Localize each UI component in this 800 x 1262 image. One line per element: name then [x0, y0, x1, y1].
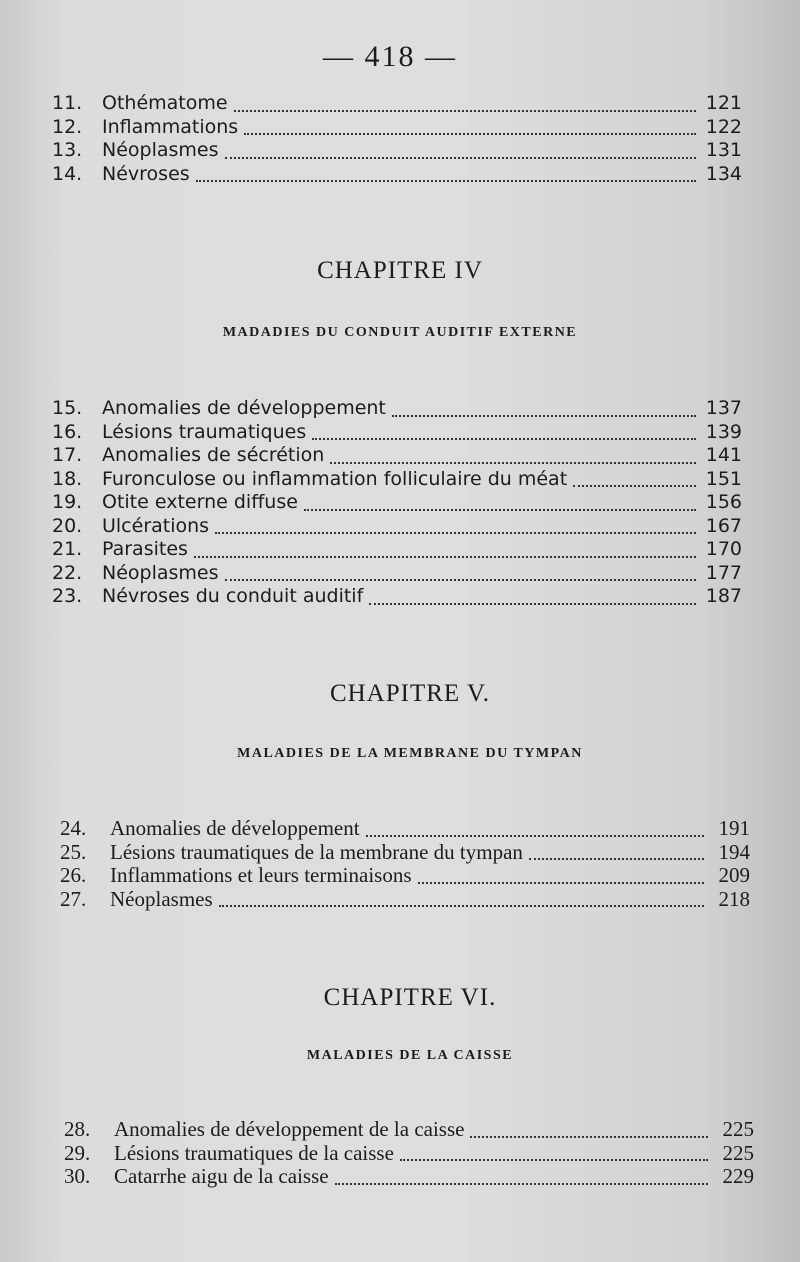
entry-title: Lésions traumatiques de la membrane du tympan	[110, 839, 523, 864]
toc-entry	[52, 491, 742, 515]
entry-number: 12.	[52, 115, 83, 138]
entry-number: 24.	[60, 816, 87, 840]
entry-number: 27.	[60, 886, 87, 911]
chapter-subtitle: MALADIES DE LA CAISSE	[306, 1048, 514, 1063]
chapter-header	[0, 257, 800, 285]
entry-page: 218	[718, 886, 750, 911]
chapter-title: CHAPITRE V.	[329, 680, 491, 707]
entry-page: 187	[705, 585, 742, 607]
entry-title: Lésions traumatiques de la caisse	[114, 1140, 394, 1165]
entry-title: Névroses	[102, 162, 190, 185]
dot-leader	[312, 430, 696, 440]
entry-page: 122	[705, 115, 742, 138]
toc-entry	[60, 888, 750, 912]
entry-page: 141	[705, 444, 742, 466]
entry-page: 131	[705, 139, 742, 161]
entry-number: 23.	[52, 585, 83, 607]
toc-entry	[52, 562, 742, 586]
dot-leader	[234, 102, 696, 112]
entry-page: 139	[705, 420, 742, 443]
chapter-header	[10, 984, 800, 1012]
entry-number: 18.	[52, 467, 83, 490]
entry-number: 17.	[52, 444, 83, 466]
entry-page: 177	[705, 561, 742, 584]
page-number: — 418 —	[323, 40, 457, 73]
toc-list	[64, 1118, 754, 1189]
entry-number: 20.	[52, 514, 83, 537]
toc-entry	[64, 1142, 754, 1166]
entry-page: 170	[705, 538, 742, 560]
entry-title: Parasites	[102, 538, 188, 560]
chapter-subtitle: MALADIES DE LA MEMBRANE DU TYMPAN	[237, 746, 583, 761]
toc-entry	[52, 163, 742, 187]
entry-number: 14.	[52, 162, 83, 185]
entry-page: 191	[718, 816, 750, 840]
entry-page: 194	[718, 839, 750, 864]
dot-leader	[194, 548, 696, 558]
dot-leader	[573, 477, 696, 487]
entry-number: 13.	[52, 139, 83, 161]
entry-number: 29.	[64, 1140, 91, 1165]
dot-leader	[225, 149, 696, 159]
entry-title: Anomalies de développement de la caisse	[114, 1117, 465, 1141]
entry-page: 225	[722, 1117, 754, 1141]
dot-leader	[304, 501, 696, 511]
toc-entry	[60, 841, 750, 865]
toc-entry	[60, 864, 750, 888]
entry-page: 156	[705, 491, 742, 513]
entry-page: 225	[722, 1140, 754, 1165]
entry-number: 26.	[60, 863, 87, 887]
entry-number: 15.	[52, 397, 83, 419]
entry-number: 16.	[52, 420, 83, 443]
entry-page: 137	[705, 397, 742, 419]
dot-leader	[225, 571, 696, 581]
entry-title: Furonculose ou inflammation folliculaire du méat	[102, 467, 568, 490]
dot-leader	[219, 897, 704, 907]
entry-page: 151	[705, 467, 742, 490]
chapter-subtitle-row	[10, 746, 800, 762]
toc-entry	[60, 817, 750, 841]
dot-leader	[418, 874, 704, 884]
chapter-subtitle: MADADIES DU CONDUIT AUDITIF EXTERNE	[222, 325, 578, 340]
entry-number: 25.	[60, 839, 87, 864]
chapter-subtitle-row	[0, 325, 800, 341]
entry-number: 22.	[52, 561, 83, 584]
entry-title: Otite externe diffuse	[102, 491, 298, 513]
toc-entry	[64, 1165, 754, 1189]
toc-entry	[52, 538, 742, 562]
entry-title: Inflammations	[102, 115, 239, 138]
dot-leader	[330, 454, 696, 464]
entry-title: Anomalies de sécrétion	[102, 444, 325, 466]
entry-page: 209	[718, 863, 750, 887]
dot-leader	[196, 172, 696, 182]
toc-list	[52, 397, 742, 609]
entry-title: Anomalies de développement	[102, 397, 386, 419]
entry-page: 229	[722, 1164, 754, 1188]
entry-title: Néoplasmes	[102, 561, 219, 584]
entry-title: Névroses du conduit auditif	[102, 585, 364, 607]
entry-number: 30.	[64, 1164, 91, 1188]
toc-entry	[52, 444, 742, 468]
toc-entry	[52, 515, 742, 539]
toc-entry	[52, 468, 742, 492]
toc-continued-list	[52, 92, 742, 186]
dot-leader	[470, 1128, 708, 1138]
entry-title: Othématome	[102, 92, 228, 114]
dot-leader	[392, 407, 696, 417]
toc-entry	[52, 139, 742, 163]
entry-number: 21.	[52, 538, 83, 560]
entry-page: 134	[705, 162, 742, 185]
entry-title: Anomalies de développement	[110, 816, 360, 840]
entry-title: Néoplasmes	[110, 886, 213, 911]
chapter-header	[10, 680, 800, 708]
dot-leader	[244, 125, 696, 135]
entry-number: 11.	[52, 92, 83, 114]
toc-entry	[52, 92, 742, 116]
toc-entry	[52, 116, 742, 140]
dot-leader	[366, 827, 704, 837]
toc-entry	[52, 397, 742, 421]
dot-leader	[400, 1151, 708, 1161]
entry-title: Ulcérations	[102, 514, 210, 537]
entry-page: 167	[705, 514, 742, 537]
toc-entry	[52, 585, 742, 609]
chapter-title: CHAPITRE IV	[317, 257, 483, 284]
chapter-subtitle-row	[10, 1048, 800, 1064]
entry-title: Inflammations et leurs terminaisons	[110, 863, 412, 887]
entry-title: Néoplasmes	[102, 139, 219, 161]
dot-leader	[215, 524, 696, 534]
toc-list	[60, 817, 750, 911]
entry-number: 28.	[64, 1117, 91, 1141]
dot-leader	[335, 1175, 708, 1185]
chapter-title: CHAPITRE VI.	[323, 984, 497, 1011]
entry-title: Catarrhe aigu de la caisse	[114, 1164, 329, 1188]
toc-entry	[52, 421, 742, 445]
toc-entry	[64, 1118, 754, 1142]
dot-leader	[529, 850, 704, 860]
entry-title: Lésions traumatiques	[102, 420, 307, 443]
entry-number: 19.	[52, 491, 83, 513]
entry-page: 121	[705, 92, 742, 114]
dot-leader	[369, 595, 696, 605]
